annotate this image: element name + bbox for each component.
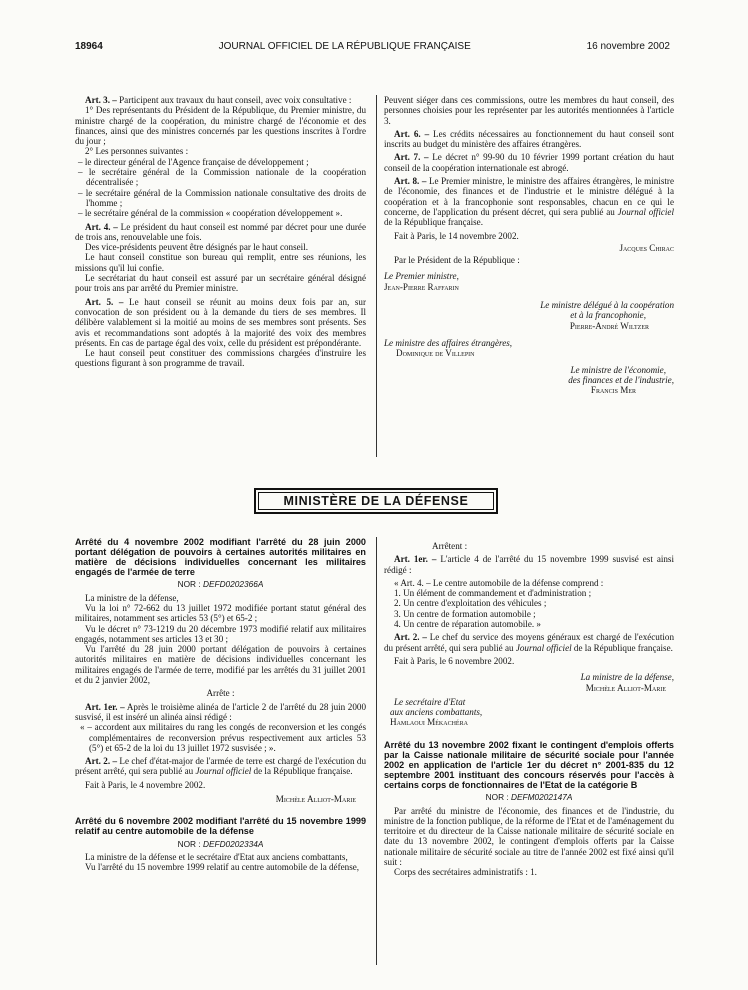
article-6: Art. 6. – Les crédits nécessaires au fonctionnement du haut conseil sont inscrits au budget du ministère des affaires étrangères. (384, 128, 674, 150)
article-3: Art. 3. – Participent aux travaux du haut conseil, avec voix consultative : (85, 95, 352, 105)
paragraph: Par arrêté du ministre de l'économie, des finances et de l'industrie, du ministre de la fonction publique, de la réforme de l'Etat et de l'aménagement du territoire et du directeur de la Caisse nationale militaire de sécurité sociale en date du 13 novembre 2002, le contingent d'emplois offerts par la Caisse nationale militaire de sécurité sociale au titre de l'année 2002 est fixé ainsi qu'il suit : (384, 805, 674, 867)
done-at-paris: Fait à Paris, le 6 novembre 2002. (394, 655, 515, 666)
signatory-title: La ministre de la défense, (580, 672, 674, 683)
ministry-banner-text: MINISTÈRE DE LA DÉFENSE (258, 492, 494, 510)
article-7: Art. 7. – Le décret n° 99-90 du 10 février 1999 portant création du haut conseil de la coopération internationale est abrogé. (384, 152, 674, 173)
paragraph: Le haut conseil peut constituer des commissions chargées d'instruire les questions figurant à son programme de travail. (75, 348, 366, 369)
column-divider-top (376, 95, 377, 457)
article-1: Art. 1er. – Après le troisième alinéa de l'article 2 de l'arrêté du 28 juin 2000 susvisé, il est inséré un alinéa ainsi rédigé : (75, 701, 366, 722)
list-item: – le directeur général de l'Agence française de développement ; (78, 156, 309, 167)
signatory-name: Hamlaoui Mékachéra (390, 717, 468, 728)
page-number: 18964 (75, 41, 103, 52)
list-item: – le secrétaire général de la commission « coopération développement ». (78, 208, 343, 219)
paragraph: Le secrétariat du haut conseil est assuré par un secrétaire général désigné pour trois ans par arrêté du Premier ministre. (75, 273, 366, 294)
paragraph: Vu l'arrêté du 15 novembre 1999 relatif au centre automobile de la défense, (85, 862, 360, 873)
nor-reference: NOR : DEFD0202334A (177, 838, 264, 849)
list-item: – le secrétaire général de la Commission nationale de la coopération décentralisée ; (78, 167, 366, 188)
signatory-name: Francis Mer (590, 385, 636, 396)
nor-reference: NOR : DEFM0202147A (485, 792, 573, 803)
article-5: Art. 5. – Le haut conseil se réunit au moins deux fois par an, sur convocation de son président ou à la demande du tiers de ses membres. Il délibère valablement si la moitié au moins de ses membres sont présents. Ses avis et recommandations sont adoptés à la majorité des voix des membres présents. En cas de partage égal des voix, celle du président est prépondérante. (75, 296, 366, 348)
paragraph: Vu l'arrêté du 28 juin 2000 portant délégation de pouvoirs à certaines autorités militaires en matière de décisions individuelles concernant les militaires engagés de l'armée de terre, modifié par les arrêtés du 31 juillet 2001 et du 2 janvier 2002, (75, 644, 366, 686)
paragraph: Vu le décret n° 73-1219 du 20 décembre 1973 modifié relatif aux militaires engagés, notamment ses articles 13 et 30 ; (75, 623, 366, 644)
article-1: Art. 1er. – L'article 4 de l'arrêté du 15 novembre 1999 susvisé est ainsi rédigé : (384, 554, 674, 575)
article-3-point-2: 2° Les personnes suivantes : (85, 146, 189, 157)
bottom-right-column (384, 541, 674, 878)
list-item: – le secrétaire général de la Commission nationale consultative des droits de l'homme ; (78, 187, 366, 208)
list-item: 3. Un centre de formation automobile ; (394, 608, 536, 619)
paragraph: Vu la loi n° 72-662 du 13 juillet 1972 modifiée portant statut général des militaires, notamment ses articles 53 (5°) et 65-2 ; (75, 602, 366, 624)
article-3-point-1: 1° Des représentants du Président de la République, du Premier ministre, du ministre chargé de la coopération, du ministre chargé de l'économie et des finances, ainsi que des ministres concernés par les questions inscrites à l'ordre du jour ; (75, 105, 366, 147)
inserted-paragraph: « – accordent aux militaires du rang les congés de reconversion et les congés complémentaires de reconversion prévus respectivement aux articles 53 (5°) et 65-2 de la loi du 13 juillet 1972 susvisée ; ». (80, 722, 366, 753)
paragraph: La ministre de la défense et le secrétaire d'Etat aux anciens combattants, (85, 851, 348, 862)
ministry-banner (254, 488, 498, 514)
decree-articles-right-column (384, 95, 674, 395)
signatory-title: et à la francophonie, (570, 310, 646, 321)
signatory-name: Dominique de Villepin (396, 348, 475, 359)
signatory-title: des finances et de l'industrie, (568, 374, 674, 385)
column-divider-bottom (376, 537, 377, 965)
done-at-paris: Fait à Paris, le 4 novembre 2002. (85, 779, 206, 790)
article-2: Art. 2. – Le chef du service des moyens généraux est chargé de l'exécution du présent arrêté, qui sera publié au Journal officiel de la République française. (384, 632, 675, 653)
journal-title: JOURNAL OFFICIEL DE LA RÉPUBLIQUE FRANÇAISE (218, 41, 471, 52)
done-at-paris: Fait à Paris, le 14 novembre 2002. (394, 230, 519, 241)
signatory-name: Jean-Pierre Raffarin (384, 281, 459, 292)
arrete-keyword: Arrête : (206, 688, 235, 699)
arrete-title: Arrêté du 4 novembre 2002 modifiant l'arrêté du 28 juin 2000 portant délégation de pouvoirs à certaines autorités militaires en matière de décisions individuelles concernant les militaires engagés de l'armée de terre (75, 537, 366, 578)
list-item: 4. Un centre de réparation automobile. » (394, 619, 541, 630)
signatory-title: Le ministre de l'économie, (570, 364, 666, 375)
nor-reference: NOR : DEFD0202366A (177, 579, 264, 590)
arrete-title: Arrêté du 6 novembre 2002 modifiant l'arrêté du 15 novembre 1999 relatif au centre automobile de la défense (75, 816, 366, 837)
paragraph: Le haut conseil constitue son bureau qui remplit, entre ses réunions, les missions qu'il lui confie. (75, 252, 366, 273)
signatory-title: Le secrétaire d'Etat (394, 696, 466, 707)
signatory-name: Pierre-André Wiltzer (569, 320, 649, 331)
list-item: 2. Un centre d'exploitation des véhicules ; (394, 598, 547, 609)
page-header (75, 41, 670, 52)
article-2: Art. 2. – Le chef d'état-major de l'armée de terre est chargé de l'exécution du présent arrêté, qui sera publié au Journal officiel de la République française. (75, 756, 366, 777)
signatory-title: Le ministre des affaires étrangères, (384, 337, 513, 348)
signatory-president: Jacques Chirac (619, 242, 674, 253)
paragraph: Corps des secrétaires administratifs : 1. (394, 867, 537, 878)
signatory-name: Michèle Alliot-Marie (275, 794, 356, 805)
arrete-title: Arrêté du 13 novembre 2002 fixant le contingent d'emplois offerts par la Caisse nationale militaire de sécurité sociale pour l'année 2002 en application de l'article 1er du décret n° 2001-835 du 12 septembre 2001 instituant des concours réservés pour l'accès à certains corps de fonctionnaires de l'Etat de la catégorie B (384, 739, 674, 791)
quoted-article: « Art. 4. – Le centre automobile de la défense comprend : (394, 577, 604, 588)
signatory-title: Le ministre délégué à la coopération (540, 300, 674, 311)
arrete-keyword: Arrêtent : (432, 541, 468, 551)
signatory-title: aux anciens combattants, (390, 707, 483, 718)
article-8: Art. 8. – Le Premier ministre, le ministre des affaires étrangères, le ministre de l'économie, des finances et de l'industrie et le ministre délégué à la coopération et à la francophonie sont responsables, chacun en ce qui le concerne, de l'application du présent décret, qui sera publié au Journal officiel de la République française. (384, 176, 674, 228)
by-the-president: Par le Président de la République : (394, 255, 520, 266)
bottom-left-column (75, 537, 366, 872)
issue-date: 16 novembre 2002 (586, 41, 670, 52)
signatory-name: Michèle Alliot-Marie (585, 682, 666, 693)
paragraph: La ministre de la défense, (85, 592, 179, 603)
paragraph: Peuvent siéger dans ces commissions, outre les membres du haut conseil, des personnes choisies pour les représenter par les autorités mentionnées à l'article 3. (384, 95, 674, 126)
article-4: Art. 4. – Le président du haut conseil est nommé par décret pour une durée de trois ans, renouvelable une fois. (75, 221, 366, 242)
signatory-title: Le Premier ministre, (384, 271, 459, 282)
paragraph: Des vice-présidents peuvent être désignés par le haut conseil. (85, 242, 308, 253)
decree-articles-left-column (75, 95, 366, 369)
list-item: 1. Un élément de commandement et d'administration ; (394, 588, 592, 599)
